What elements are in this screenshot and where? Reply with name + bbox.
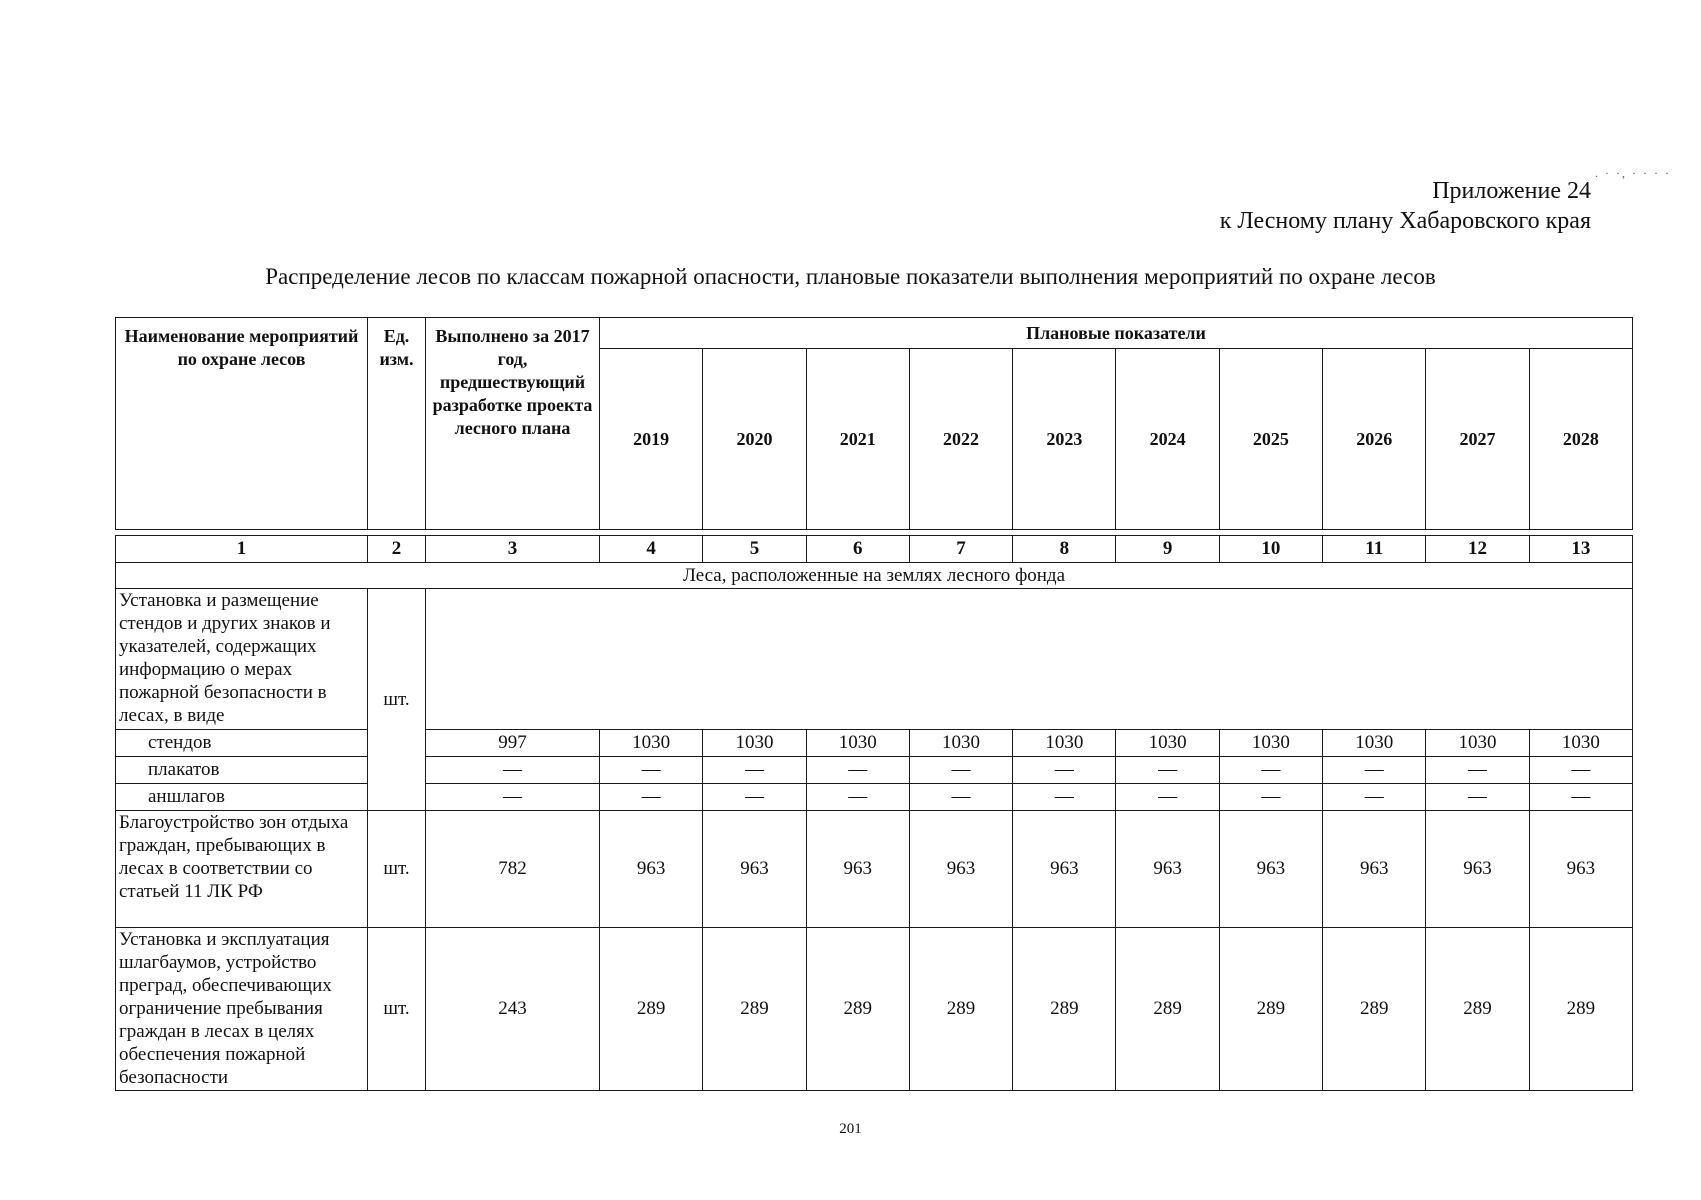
header-done-2017: Выполнено за 2017 год, предшествующий разработке проекта лесного плана — [426, 318, 600, 530]
table-cell: — — [426, 784, 600, 811]
table-row — [116, 928, 1633, 1091]
header-year: 2019 — [600, 349, 703, 530]
table-cell: 289 — [703, 928, 806, 1091]
header-year: 2026 — [1323, 349, 1426, 530]
subrow-label: аншлагов — [116, 784, 368, 811]
header-year: 2020 — [703, 349, 806, 530]
header-year: 2022 — [909, 349, 1012, 530]
table-cell: — — [909, 757, 1012, 784]
table-cell: 963 — [703, 811, 806, 928]
column-number: 9 — [1116, 536, 1219, 563]
table-cell: — — [600, 784, 703, 811]
table-body — [115, 535, 1633, 1091]
header-year: 2024 — [1116, 349, 1219, 530]
table-cell: — — [1323, 757, 1426, 784]
table-cell: 289 — [1323, 928, 1426, 1091]
table-cell: 963 — [1219, 811, 1322, 928]
table-cell: 963 — [1323, 811, 1426, 928]
table-cell: 1030 — [600, 730, 703, 757]
table-cell: 963 — [600, 811, 703, 928]
header-year: 2023 — [1013, 349, 1116, 530]
table-cell: 289 — [1529, 928, 1632, 1091]
column-number: 6 — [806, 536, 909, 563]
header-unit: Ед. изм. — [368, 318, 426, 530]
page-number: 201 — [839, 1121, 862, 1137]
table-cell: 963 — [1426, 811, 1529, 928]
appendix-note — [1220, 176, 1591, 236]
table-cell: — — [600, 757, 703, 784]
appendix-line-1: Приложение 24 — [1432, 178, 1591, 204]
table-cell: — — [1013, 784, 1116, 811]
table-cell: — — [1116, 757, 1219, 784]
table-cell: 1030 — [1116, 730, 1219, 757]
table-cell: 289 — [1013, 928, 1116, 1091]
appendix-line-2: к Лесному плану Хабаровского края — [1219, 208, 1591, 234]
table-cell: 289 — [1219, 928, 1322, 1091]
column-number: 8 — [1013, 536, 1116, 563]
column-number: 5 — [703, 536, 806, 563]
subrow-label: плакатов — [116, 757, 368, 784]
column-number: 7 — [909, 536, 1012, 563]
section-title: Леса, расположенные на землях лесного фонда — [116, 563, 1633, 589]
table-cell: — — [1529, 784, 1632, 811]
column-number: 13 — [1529, 536, 1632, 563]
table-cell: — — [806, 757, 909, 784]
section-row — [116, 563, 1633, 589]
header-year: 2028 — [1529, 349, 1632, 530]
table-cell: 1030 — [1529, 730, 1632, 757]
header-activity-name: Наименование мероприятий по охране лесов — [116, 318, 368, 530]
column-number: 1 — [116, 536, 368, 563]
column-number: 10 — [1219, 536, 1322, 563]
table-cell: — — [806, 784, 909, 811]
row-unit: шт. — [368, 589, 426, 811]
row-unit: шт. — [368, 928, 426, 1091]
table-cell: 243 — [426, 928, 600, 1091]
header-year: 2021 — [806, 349, 909, 530]
table-subrow — [116, 784, 1633, 811]
table-cell: 289 — [1426, 928, 1529, 1091]
table-cell: 289 — [600, 928, 703, 1091]
table-cell: 1030 — [909, 730, 1012, 757]
table-cell: 289 — [806, 928, 909, 1091]
scan-artifact: . · ·, · · · · — [1595, 166, 1671, 180]
column-number-row — [116, 536, 1633, 563]
table-subrow — [116, 757, 1633, 784]
table-cell: 963 — [1013, 811, 1116, 928]
table-cell: 997 — [426, 730, 600, 757]
table-row — [116, 589, 1633, 730]
table-cell: — — [1116, 784, 1219, 811]
header-year: 2025 — [1219, 349, 1322, 530]
table-cell: 1030 — [1323, 730, 1426, 757]
table-cell: 1030 — [806, 730, 909, 757]
row-label: Установка и размещение стендов и других знаков и указателей, содержащих информацию о мерах пожарной безопасности в лесах, в виде — [116, 589, 368, 730]
table-cell: — — [1426, 784, 1529, 811]
table-cell: 1030 — [703, 730, 806, 757]
table-cell: 289 — [1116, 928, 1219, 1091]
table-cell: — — [909, 784, 1012, 811]
empty-cell — [426, 589, 1633, 730]
row-label: Благоустройство зон отдыха граждан, пребывающих в лесах в соответствии со статьей 11 ЛК РФ — [116, 811, 368, 928]
table-header — [115, 317, 1633, 530]
row-label: Установка и эксплуатация шлагбаумов, устройство преград, обеспечивающих ограничение пребывания граждан в лесах в целях обеспечения пожарной безопасности — [116, 928, 368, 1091]
table-cell: — — [703, 784, 806, 811]
table-cell: 1030 — [1426, 730, 1529, 757]
subrow-label: стендов — [116, 730, 368, 757]
document-title: Распределение лесов по классам пожарной опасности, плановые показатели выполнения мероприятий по охране лесов — [265, 264, 1436, 289]
table-cell: 963 — [1529, 811, 1632, 928]
table-cell: — — [426, 757, 600, 784]
row-unit: шт. — [368, 811, 426, 928]
table-cell: 963 — [1116, 811, 1219, 928]
header-year: 2027 — [1426, 349, 1529, 530]
table-cell: 963 — [806, 811, 909, 928]
table-cell: — — [1219, 784, 1322, 811]
table-cell: 1030 — [1013, 730, 1116, 757]
table-cell: 289 — [909, 928, 1012, 1091]
table-row — [116, 811, 1633, 928]
table-cell: — — [1219, 757, 1322, 784]
column-number: 4 — [600, 536, 703, 563]
table-cell: — — [1323, 784, 1426, 811]
table-cell: — — [703, 757, 806, 784]
table-cell: 1030 — [1219, 730, 1322, 757]
table-subrow — [116, 730, 1633, 757]
table-cell: 963 — [909, 811, 1012, 928]
table-cell: 782 — [426, 811, 600, 928]
column-number: 3 — [426, 536, 600, 563]
column-number: 12 — [1426, 536, 1529, 563]
table-cell: — — [1529, 757, 1632, 784]
column-number: 11 — [1323, 536, 1426, 563]
table-cell: — — [1426, 757, 1529, 784]
table-cell: — — [1013, 757, 1116, 784]
column-number: 2 — [368, 536, 426, 563]
header-plan-indicators: Плановые показатели — [600, 318, 1633, 349]
